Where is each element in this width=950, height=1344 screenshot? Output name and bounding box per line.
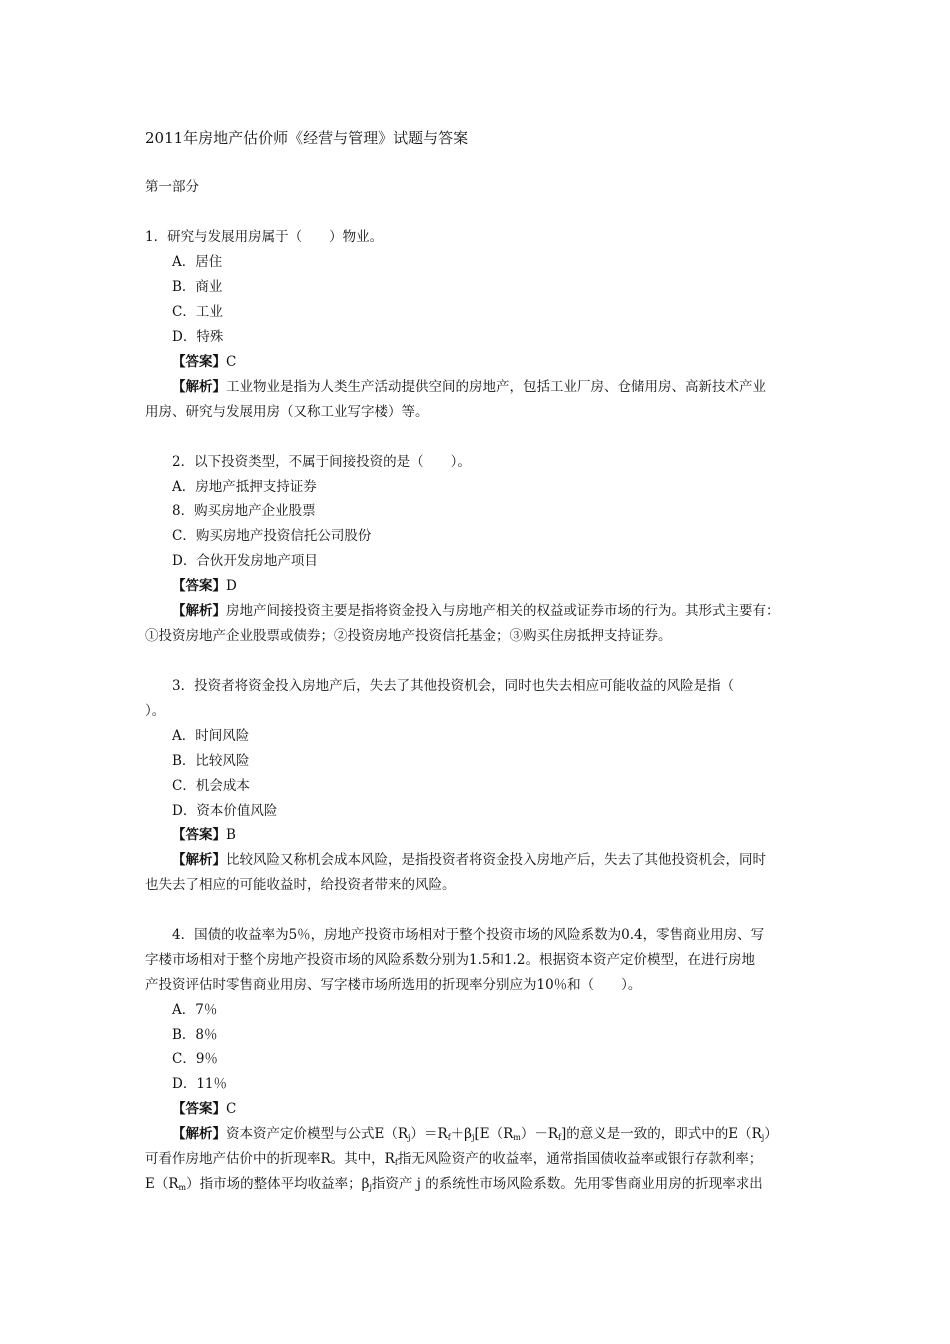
- subscript: f: [558, 1133, 561, 1142]
- subscript: m: [178, 1183, 187, 1192]
- q4-option-c: C．9％: [172, 1051, 218, 1067]
- formula-text: ）: [764, 1126, 778, 1142]
- q1-option-c: C．工业: [172, 304, 223, 320]
- q4-explanation-line3: [145, 1175, 763, 1193]
- explanation-text: ）指市场的整体平均收益率；β: [186, 1176, 370, 1192]
- q3-stem-line2: ）。: [145, 703, 166, 719]
- q4-stem-line2: 字楼市场相对于整个房地产投资市场的风险系数分别为1.5和1.2。根据资本资产定价模型，在进行房地: [145, 952, 755, 968]
- formula-text: ）＝R: [410, 1126, 448, 1142]
- q2-answer: [172, 577, 237, 595]
- formula-text: ＋β: [450, 1126, 472, 1142]
- q1-option-b: B．商业: [172, 279, 223, 295]
- answer-tag: 【答案】: [172, 354, 226, 370]
- formula-text: 资本资产定价模型与公式E（R: [226, 1126, 409, 1142]
- q1-explanation-line2: 用房、研究与发展用房（又称工业写字楼）等。: [145, 404, 429, 420]
- answer-tag: 【答案】: [172, 1101, 226, 1117]
- document-title: 2011年房地产估价师《经营与管理》试题与答案: [145, 129, 469, 147]
- q2-explanation-line1: [172, 602, 780, 620]
- subscript: m: [513, 1133, 521, 1142]
- q4-answer: [172, 1100, 236, 1118]
- formula-text: [E（R: [474, 1126, 514, 1142]
- explanation-text: 指资产 j 的系统性市场风险系数。先用零售商业用房的折现率求出: [371, 1176, 763, 1192]
- q1-option-a: A．居住: [172, 254, 223, 270]
- answer-value: C: [226, 354, 237, 370]
- explanation-text: E（R: [145, 1176, 179, 1192]
- q3-option-b: B．比较风险: [172, 753, 250, 769]
- answer-tag: 【答案】: [172, 827, 226, 843]
- answer-value: B: [226, 827, 236, 843]
- explanation-tag: 【解析】: [172, 852, 226, 868]
- q1-answer: [172, 353, 236, 371]
- q4-stem-line3: 产投资评估时零售商业用房、写字楼市场所选用的折现率分别应为10％和（ ）。: [145, 977, 642, 993]
- explanation-text: 工业物业是指为人类生产活动提供空间的房地产，包括工业厂房、仓储用房、高新技术产业: [226, 379, 766, 395]
- q2-option-b: 8．购买房地产企业股票: [172, 503, 316, 519]
- q3-explanation-line1: [172, 851, 766, 869]
- q3-stem-line1: 3．投资者将资金投入房地产后，失去了其他投资机会，同时也失去相应可能收益的风险是指（: [172, 678, 735, 694]
- q2-stem: 2．以下投资类型，不属于间接投资的是（ ）。: [172, 454, 471, 470]
- q3-answer: [172, 826, 236, 844]
- q4-option-a: A．7％: [172, 1002, 218, 1018]
- section-heading: 第一部分: [145, 179, 199, 195]
- subscript: j: [761, 1133, 765, 1142]
- q4-stem-line1: 4．国债的收益率为5％，房地产投资市场相对于整个投资市场的风险系数为0.4，零售商业用房、写: [172, 927, 765, 943]
- q4-explanation-line2: [145, 1150, 762, 1168]
- subscript: f: [394, 1158, 398, 1167]
- q3-option-c: C．机会成本: [172, 778, 250, 794]
- subscript: j: [369, 1183, 372, 1192]
- subscript: j: [408, 1133, 411, 1142]
- answer-value: C: [226, 1101, 237, 1117]
- q4-explanation-line1: [172, 1125, 778, 1143]
- explanation-tag: 【解析】: [172, 1126, 226, 1142]
- q1-explanation-line1: [172, 378, 766, 396]
- q3-option-d: D．资本价值风险: [172, 803, 278, 819]
- q3-option-a: A．时间风险: [172, 728, 250, 744]
- q2-option-a: A．房地产抵押支持证券: [172, 479, 317, 495]
- answer-value: D: [226, 578, 237, 594]
- explanation-text: 可看作房地产估价中的折现率R。其中，R: [145, 1151, 395, 1167]
- explanation-text: 比较风险又称机会成本风险，是指投资者将资金投入房地产后，失去了其他投资机会，同时: [226, 852, 766, 868]
- subscript: j: [471, 1133, 475, 1142]
- explanation-text: 指无风险资产的收益率，通常指国债收益率或银行存款利率；: [397, 1151, 763, 1167]
- subscript: f: [447, 1133, 451, 1142]
- q1-option-d: D．特殊: [172, 329, 224, 345]
- answer-tag: 【答案】: [172, 578, 226, 594]
- q2-option-d: D．合伙开发房地产项目: [172, 553, 318, 569]
- explanation-text: 房地产间接投资主要是指将资金投入与房地产相关的权益或证券市场的行为。其形式主要有：: [226, 603, 780, 619]
- q4-option-b: B．8％: [172, 1027, 218, 1043]
- formula-text: ）－R: [520, 1126, 559, 1142]
- explanation-tag: 【解析】: [172, 379, 226, 395]
- q3-explanation-line2: 也失去了相应的可能收益时，给投资者带来的风险。: [145, 877, 456, 893]
- explanation-tag: 【解析】: [172, 603, 226, 619]
- q2-option-c: C．购买房地产投资信托公司股份: [172, 528, 372, 544]
- q4-option-d: D．11％: [172, 1076, 228, 1092]
- q1-stem: 1．研究与发展用房属于（ ）物业。: [145, 229, 384, 245]
- q2-explanation-line2: ①投资房地产企业股票或债券；②投资房地产投资信托基金；③购买住房抵押支持证券。: [145, 628, 672, 644]
- formula-text: ]的意义是一致的，即式中的E（R: [560, 1126, 762, 1142]
